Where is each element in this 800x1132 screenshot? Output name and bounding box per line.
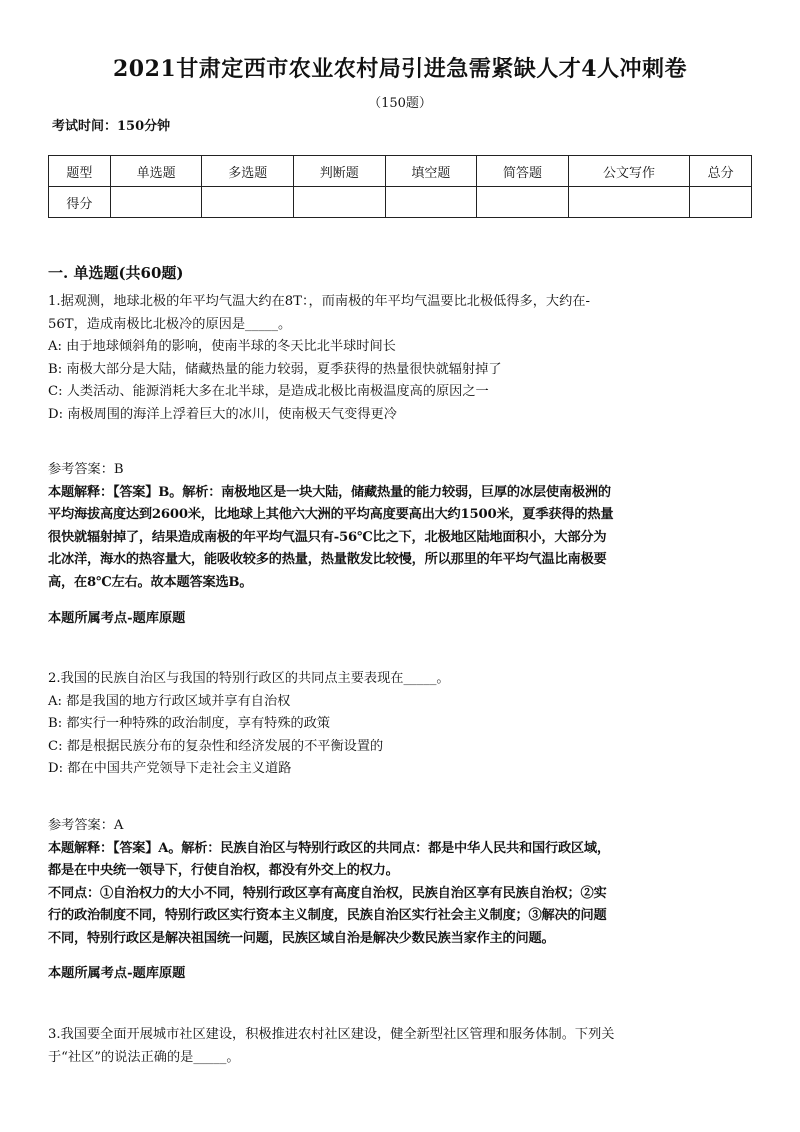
option-d: D: 南极周围的海洋上浮着巨大的冰川，使南极天气变得更冷 (48, 406, 397, 422)
question-stem-line: 1.据观测，地球北极的年平均气温大约在8T：，而南极的年平均气温要比北极低得多，大约在- (48, 294, 590, 309)
section-title: 一. 单选题(共60题) (48, 264, 184, 282)
header-cell: 多选题 (202, 156, 294, 187)
score-cell (690, 187, 752, 218)
exam-time: 考试时间：150分钟 (52, 119, 171, 134)
document-title: 2021甘肃定西市农业农村局引进急需紧缺人才4人冲刺卷 (112, 56, 688, 82)
option-d: D: 都在中国共产党领导下走社会主义道路 (48, 761, 292, 776)
score-cell (568, 187, 689, 218)
option-b: B: 南极大部分是大陆，储藏热量的能力较弱，夏季获得的热量很快就辐射掉了 (48, 361, 502, 377)
answer-1 (48, 459, 748, 594)
score-row-label: 得分 (49, 187, 111, 218)
explanation-line: 平均海拔高度达到2600米，比地球上其他六大洲的平均高度要高出大约1500米，夏季获得的热量 (48, 507, 614, 522)
question-2 (48, 668, 748, 781)
explanation-line: 不同点：①自治权力的大小不同，特别行政区享有高度自治权，民族自治区享有民族自治权；②实 (48, 885, 607, 901)
topic-1: 本题所属考点-题库原题 (48, 611, 186, 626)
option-c: C: 人类活动、能源消耗大多在北半球，是造成北极比南极温度高的原因之一 (48, 384, 489, 399)
explanation-line: 高，在8℃左右。故本题答案选B。 (48, 574, 253, 590)
explanation-line: 不同，特别行政区是解决祖国统一问题，民族区域自治是解决少数民族当家作主的问题。 (48, 930, 555, 946)
score-cell (477, 187, 569, 218)
header-cell: 总分 (690, 156, 752, 187)
option-a: A: 由于地球倾斜角的影响，使南半球的冬天比北半球时间长 (48, 339, 396, 354)
header-cell: 单选题 (110, 156, 202, 187)
header-cell: 题型 (49, 156, 111, 187)
header-cell: 简答题 (477, 156, 569, 187)
explanation-line: 本题解释：【答案】B。解析：南极地区是一块大陆，储藏热量的能力较弱，巨厚的冰层使南极洲的 (48, 484, 611, 500)
score-cell (385, 187, 477, 218)
reference-answer: 参考答案：A (48, 818, 124, 833)
score-cell (110, 187, 202, 218)
header-cell: 填空题 (385, 156, 477, 187)
question-stem-line: 2.我国的民族自治区与我国的特别行政区的共同点主要表现在_____。 (48, 671, 450, 686)
explanation-line: 北冰洋，海水的热容量大，能吸收较多的热量，热量散发比较慢，所以那里的年平均气温比南极要 (48, 552, 607, 567)
explanation-line: 行的政治制度不同，特别行政区实行资本主义制度，民族自治区实行社会主义制度；③解决的问题 (48, 908, 607, 923)
explanation-line: 都是在中央统一领导下，行使自治权，都没有外交上的权力。 (48, 863, 399, 878)
topic-2: 本题所属考点-题库原题 (48, 966, 186, 981)
header-cell: 判断题 (294, 156, 386, 187)
score-table-score-row (49, 187, 752, 218)
question-1 (48, 291, 748, 426)
reference-answer: 参考答案：B (48, 462, 124, 477)
answer-2 (48, 815, 748, 950)
question-stem-line: 3.我国要全面开展城市社区建设，积极推进农村社区建设，健全新型社区管理和服务体制。下列关 (48, 1027, 615, 1042)
question-count: （150题） (368, 96, 432, 111)
option-b: B: 都实行一种特殊的政治制度，享有特殊的政策 (48, 716, 331, 731)
question-stem-line: 56T，造成南极比北极冷的原因是_____。 (48, 316, 292, 332)
header-cell: 公文写作 (568, 156, 689, 187)
score-table (48, 155, 752, 218)
score-cell (202, 187, 294, 218)
explanation-line: 本题解释：【答案】A。解析：民族自治区与特别行政区的共同点：都是中华人民共和国行政区域， (48, 840, 610, 856)
option-c: C: 都是根据民族分布的复杂性和经济发展的不平衡设置的 (48, 738, 384, 754)
question-3 (48, 1024, 748, 1069)
explanation-line: 很快就辐射掉了，结果造成南极的年平均气温只有-56℃比之下，北极地区陆地面积小，大部分为 (48, 529, 607, 545)
option-a: A: 都是我国的地方行政区域并享有自治权 (48, 693, 291, 709)
score-cell (294, 187, 386, 218)
question-stem-line: 于“社区”的说法正确的是_____。 (48, 1049, 240, 1065)
score-table-header-row (49, 156, 752, 187)
